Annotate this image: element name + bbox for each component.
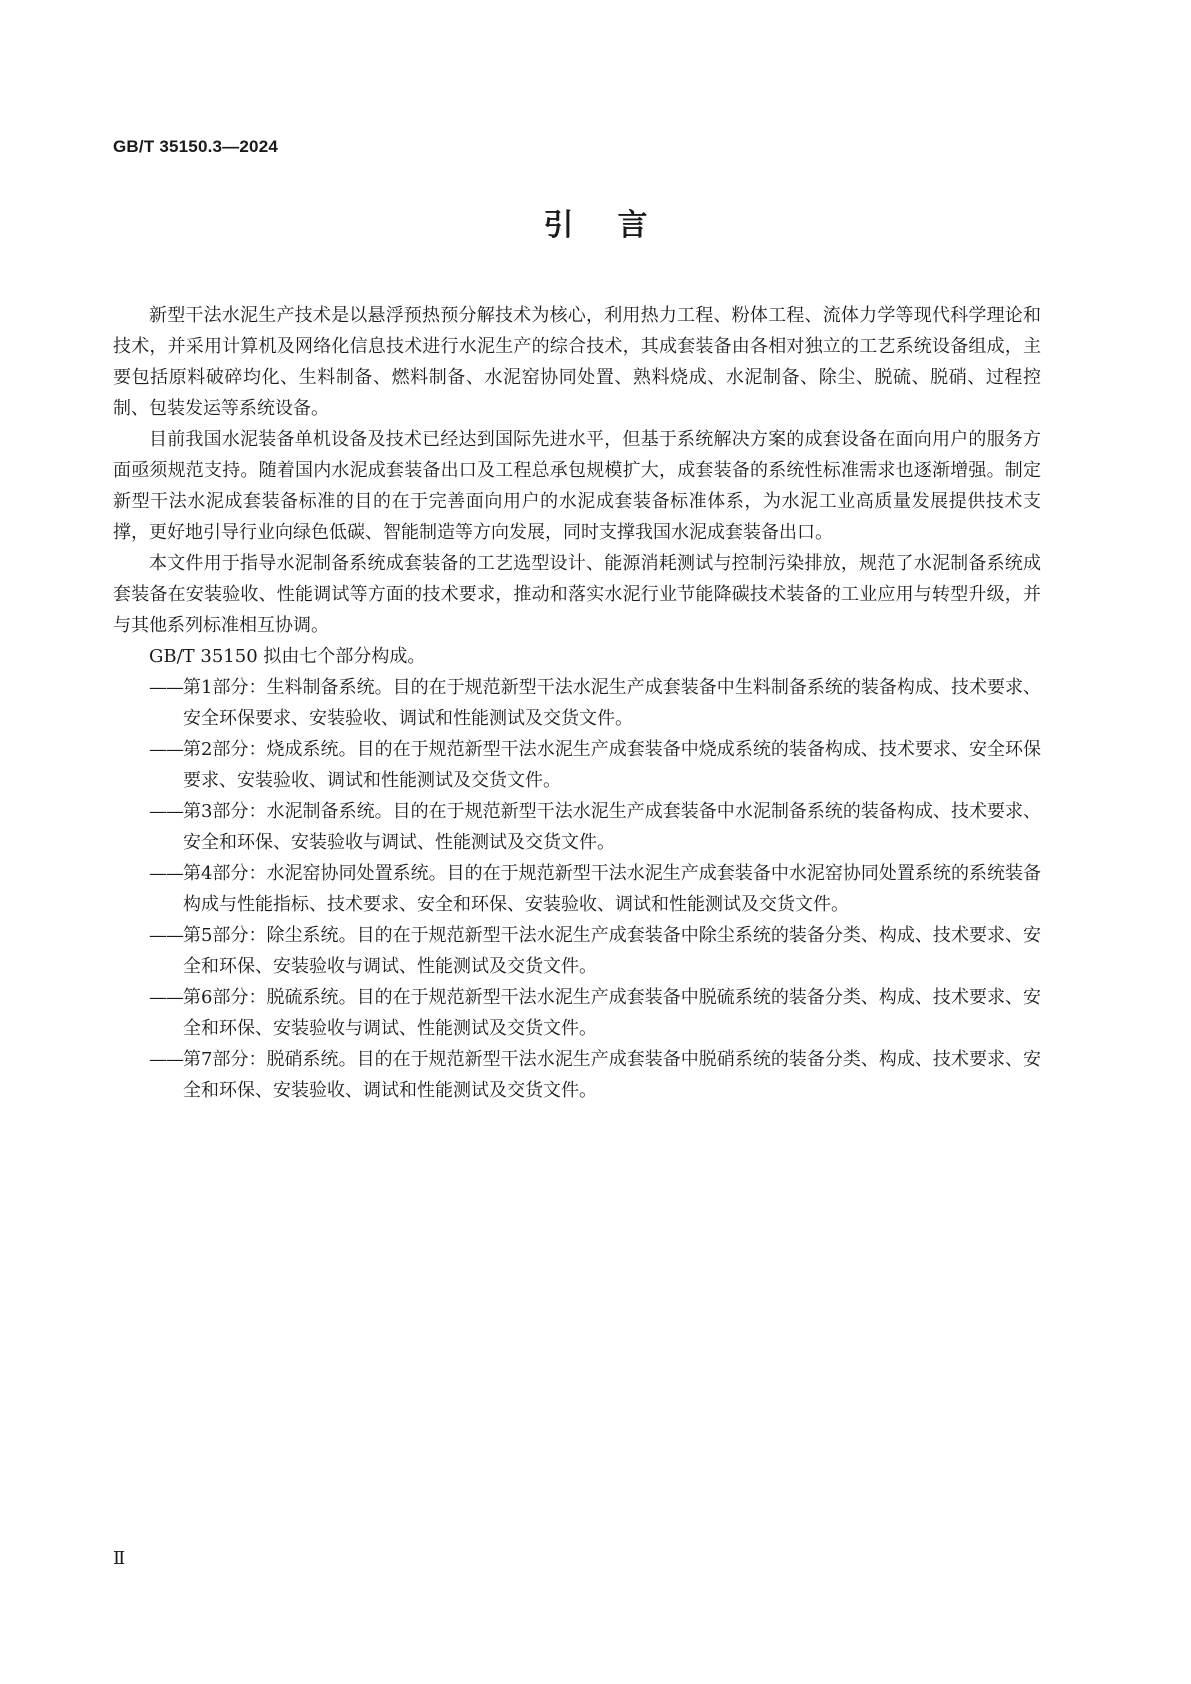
list-item	[113, 1044, 1041, 1106]
list-dash: ——	[149, 801, 183, 822]
list-dash: ——	[149, 925, 183, 946]
list-item-text: 第3部分：水泥制备系统。目的在于规范新型干法水泥生产成套装备中水泥制备系统的装备构成、技术要求、安全和环保、安装验收与调试、性能测试及交货文件。	[183, 801, 1041, 853]
list-item-text: 第7部分：脱硝系统。目的在于规范新型干法水泥生产成套装备中脱硝系统的装备分类、构成、技术要求、安全和环保、安装验收、调试和性能测试及交货文件。	[183, 1049, 1041, 1101]
list-item	[113, 796, 1041, 858]
paragraph-2: 目前我国水泥装备单机设备及技术已经达到国际先进水平，但基于系统解决方案的成套设备在面向用户的服务方面亟须规范支持。随着国内水泥成套装备出口及工程总承包规模扩大，成套装备的系统性标准需求也逐渐增强。制定新型干法水泥成套装备标准的目的在于完善面向用户的水泥成套装备标准体系，为水泥工业高质量发展提供技术支撑，更好地引导行业向绿色低碳、智能制造等方向发展，同时支撑我国水泥成套装备出口。	[113, 429, 1041, 543]
section-title: 引言	[543, 208, 692, 243]
list-item-text: 第1部分：生料制备系统。目的在于规范新型干法水泥生产成套装备中生料制备系统的装备构成、技术要求、安全环保要求、安装验收、调试和性能测试及交货文件。	[183, 677, 1041, 729]
list-item	[113, 672, 1041, 734]
list-item	[113, 920, 1041, 982]
standard-number: GB/T 35150.3—2024	[113, 137, 278, 156]
list-item	[113, 982, 1041, 1044]
list-item	[113, 858, 1041, 920]
parts-list	[113, 672, 1041, 1106]
list-dash: ——	[149, 1049, 183, 1070]
document-body	[113, 300, 1041, 1106]
paragraph-3: 本文件用于指导水泥制备系统成套装备的工艺选型设计、能源消耗测试与控制污染排放，规范了水泥制备系统成套装备在安装验收、性能调试等方面的技术要求，推动和落实水泥行业节能降碳技术装备的工业应用与转型升级，并与其他系列标准相互协调。	[113, 553, 1041, 636]
list-dash: ——	[149, 677, 183, 698]
list-item-text: 第2部分：烧成系统。目的在于规范新型干法水泥生产成套装备中烧成系统的装备构成、技术要求、安全环保要求、安装验收、调试和性能测试及交货文件。	[183, 739, 1041, 791]
paragraph-4: GB/T 35150 拟由七个部分构成。	[149, 646, 426, 667]
list-item-text: 第6部分：脱硫系统。目的在于规范新型干法水泥生产成套装备中脱硫系统的装备分类、构成、技术要求、安全和环保、安装验收与调试、性能测试及交货文件。	[183, 987, 1041, 1039]
page-number: Ⅱ	[113, 1548, 126, 1569]
list-item	[113, 734, 1041, 796]
list-dash: ——	[149, 739, 183, 760]
paragraph-1: 新型干法水泥生产技术是以悬浮预热预分解技术为核心，利用热力工程、粉体工程、流体力学等现代科学理论和技术，并采用计算机及网络化信息技术进行水泥生产的综合技术，其成套装备由各相对独立的工艺系统设备组成，主要包括原料破碎均化、生料制备、燃料制备、水泥窑协同处置、熟料烧成、水泥制备、除尘、脱硫、脱硝、过程控制、包装发运等系统设备。	[113, 305, 1041, 419]
list-dash: ——	[149, 863, 183, 884]
list-item-text: 第5部分：除尘系统。目的在于规范新型干法水泥生产成套装备中除尘系统的装备分类、构成、技术要求、安全和环保、安装验收与调试、性能测试及交货文件。	[183, 925, 1041, 977]
list-dash: ——	[149, 987, 183, 1008]
list-item-text: 第4部分：水泥窑协同处置系统。目的在于规范新型干法水泥生产成套装备中水泥窑协同处置系统的系统装备构成与性能指标、技术要求、安全和环保、安装验收、调试和性能测试及交货文件。	[183, 863, 1041, 915]
